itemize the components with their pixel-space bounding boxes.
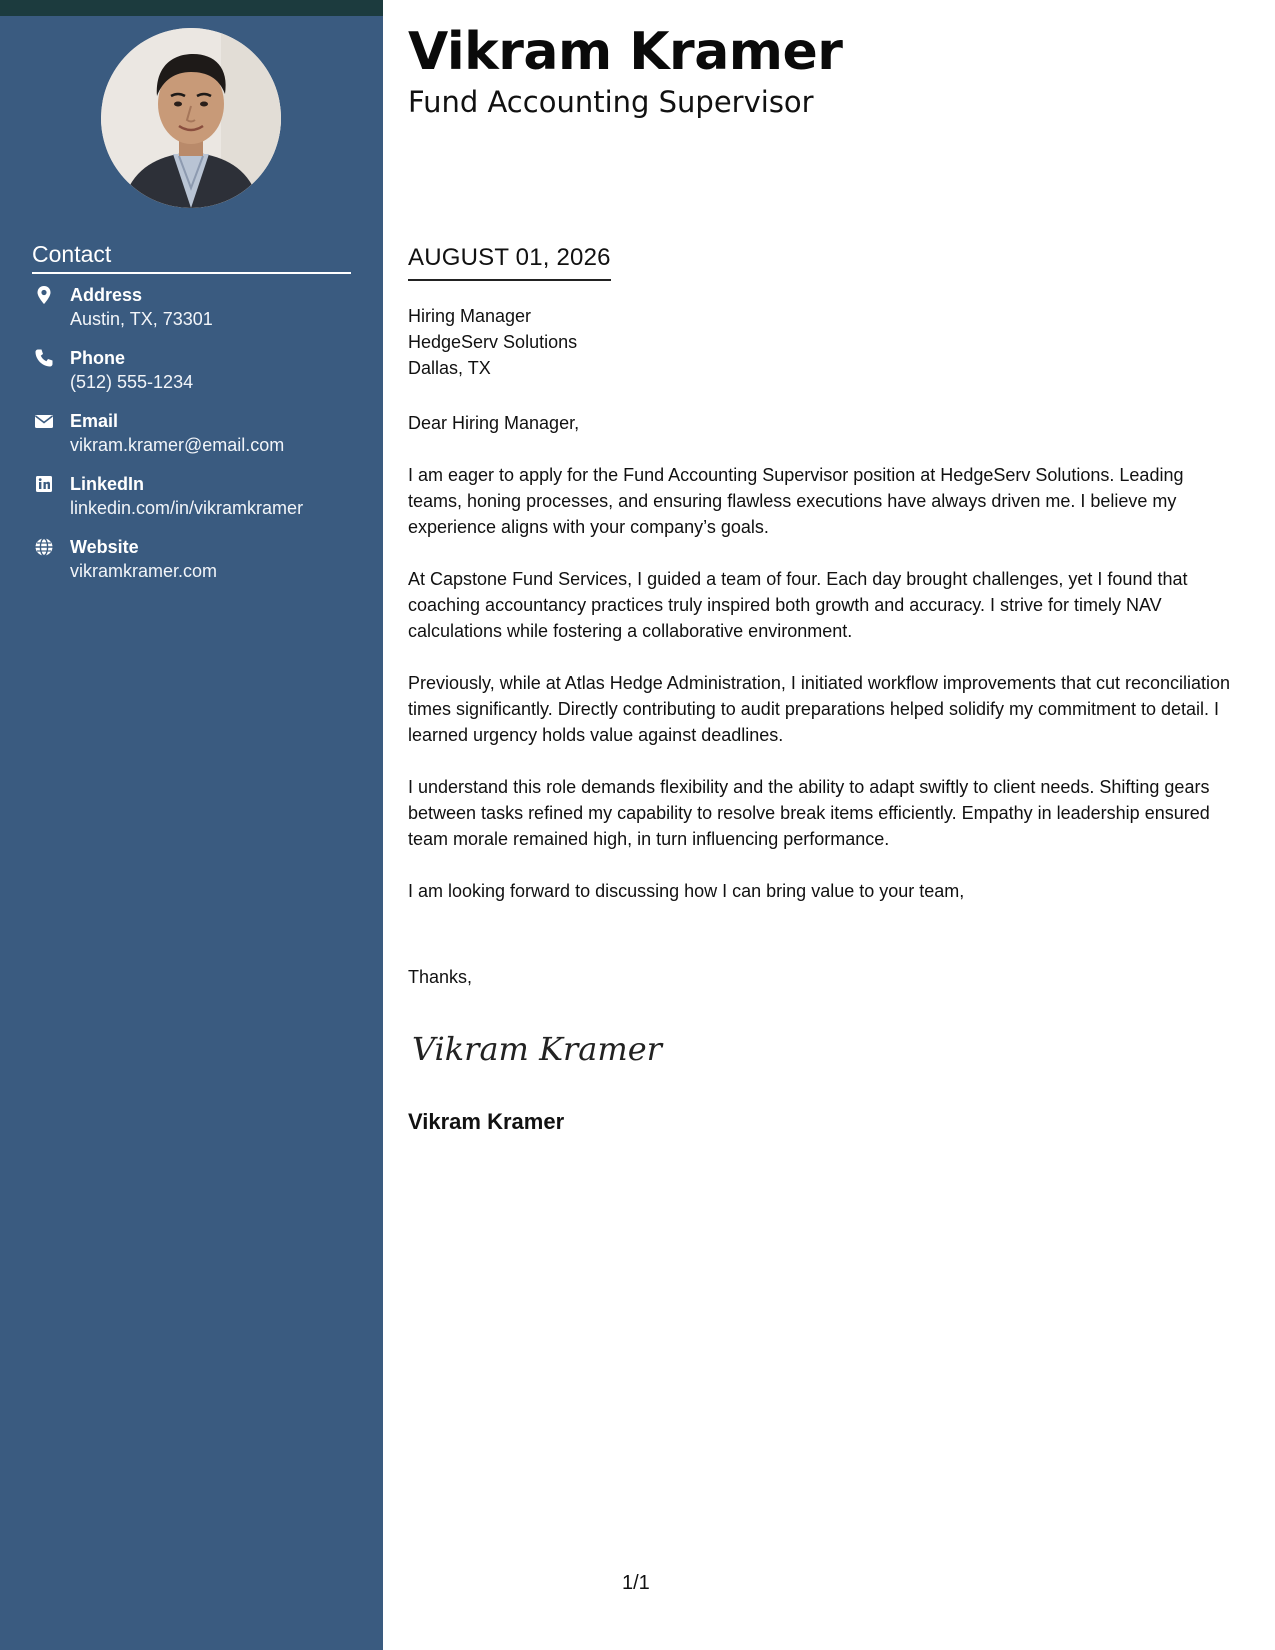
salutation: Dear Hiring Manager, — [408, 413, 580, 433]
contact-item-address — [32, 283, 362, 346]
recipient-location: Dallas, TX — [408, 358, 491, 378]
recipient-company: HedgeServ Solutions — [408, 332, 578, 352]
body-paragraph: At Capstone Fund Services, I guided a team of four. Each day brought challenges, yet I found that coaching accountancy practices truly inspired both growth and accuracy. I strive for timely NAV calculations while fostering a collaborative environment. — [408, 569, 1188, 641]
signature-text: Vikram Kramer — [412, 1030, 662, 1068]
avatar-photo-icon — [101, 28, 281, 208]
contact-label: LinkedIn — [70, 474, 145, 494]
phone-value[interactable]: (512) 555-1234 — [70, 372, 194, 392]
contact-label: Address — [70, 285, 143, 305]
linkedin-value[interactable]: linkedin.com/in/vikramkramer — [70, 498, 304, 518]
email-value[interactable]: vikram.kramer@email.com — [70, 435, 285, 455]
applicant-job-title: Fund Accounting Supervisor — [408, 85, 814, 119]
globe-icon — [34, 537, 54, 557]
address-value: Austin, TX, 73301 — [70, 309, 213, 329]
contact-label: Email — [70, 411, 119, 431]
recipient-block — [408, 303, 577, 381]
recipient-line: Hiring Manager — [408, 306, 532, 326]
body-paragraph: I am looking forward to discussing how I can bring value to your team, — [408, 881, 965, 901]
contact-item-phone — [32, 346, 362, 409]
applicant-name: Vikram Kramer — [408, 22, 843, 82]
contact-label: Website — [70, 537, 139, 557]
body-paragraph: Previously, while at Atlas Hedge Administration, I initiated workflow improvements that cut reconciliation times significantly. Directly contributing to audit preparations helped solidify my commitment to detail. I learned urgency holds value against deadlines. — [408, 673, 1231, 745]
page-number: 1/1 — [622, 1572, 650, 1594]
body-paragraph: I understand this role demands flexibility and the ability to adapt swiftly to client needs. Shifting gears between tasks refined my capability to resolve break items efficiently. Empathy in leadership ensured team morale remained high, in turn influencing performance. — [408, 777, 1210, 849]
map-pin-icon — [34, 285, 54, 305]
contact-item-email — [32, 409, 362, 472]
closing: Thanks, — [408, 967, 473, 987]
letter-main — [408, 0, 1238, 1650]
contact-list — [32, 283, 362, 598]
signature-image — [410, 1022, 670, 1072]
linkedin-icon — [34, 474, 54, 494]
sidebar — [0, 0, 383, 1650]
contact-label: Phone — [70, 348, 126, 368]
contact-heading: Contact — [32, 240, 351, 274]
contact-item-website — [32, 535, 362, 598]
avatar — [101, 28, 281, 208]
body-paragraph: I am eager to apply for the Fund Accounting Supervisor position at HedgeServ Solutions. Leading teams, honing processes, and ensuring flawless executions have always driven me. I believe my experience aligns with your company’s goals. — [408, 465, 1184, 537]
phone-icon — [34, 348, 54, 368]
letter-date: AUGUST 01, 2026 — [408, 243, 611, 281]
website-value[interactable]: vikramkramer.com — [70, 561, 218, 581]
sidebar-top-bar — [0, 0, 383, 16]
envelope-icon — [34, 411, 54, 431]
contact-item-linkedin — [32, 472, 362, 535]
letter-body — [408, 410, 1238, 930]
signer-name: Vikram Kramer — [408, 1109, 565, 1134]
